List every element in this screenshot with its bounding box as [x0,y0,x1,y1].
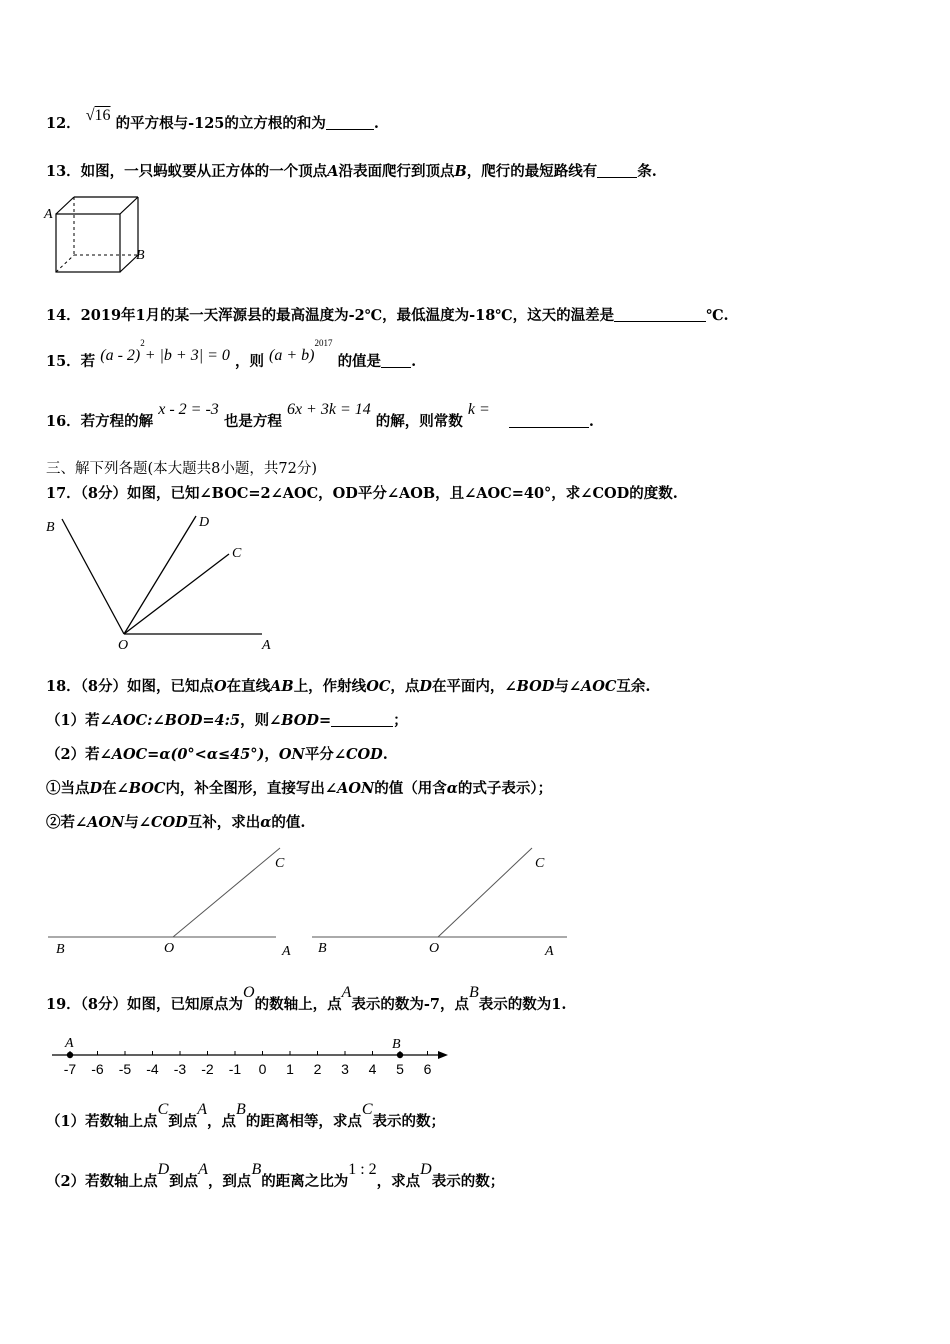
cube-figure [44,194,154,276]
sqrt-expression: √16 [85,107,111,124]
question-15: 15．若 (a - 2)$^2$+ |b + 3| = 0 ，则 $(a + b)^{2017}$ 的值是 . [46,338,417,370]
tick-label: 0 [258,1061,267,1077]
fig18r-label-c: C [535,856,545,871]
tick-label: -6 [91,1061,104,1077]
answer-blank [331,712,393,727]
question-19-part-1: （1）若数轴上点C到点A，点B的距离相等，求点C表示的数； [46,1101,445,1130]
answer-blank [509,413,589,428]
tick-label: -1 [228,1061,242,1077]
question-18: 18．（8分）如图，已知点O在直线AB上，作射线OC，点D在平面内，∠BOD与∠AOC互余. [46,678,651,695]
question-18-case-1: ①当点D在∠BOC内，补全图形，直接写出∠AON的值（用含α的式子表示）； [46,780,553,797]
fig18l-label-o: O [164,941,175,956]
question-13: 13．如图，一只蚂蚁要从正方体的一个顶点A沿表面爬行到顶点B，爬行的最短路线有 条. [46,163,657,180]
answer-blank [614,307,706,322]
angle-figure-18-left [48,845,308,960]
tick-label: 2 [313,1061,322,1077]
fig18l-label-a: A [282,944,291,959]
answer-blank [381,353,411,368]
cube-label-b: B [136,248,145,263]
fig18r-label-a: A [545,944,554,959]
numberline-label-a: A [65,1036,74,1051]
tick-label: -2 [201,1061,214,1077]
angle-figure-18-right [312,845,582,960]
section-title: 三、解下列各题(本大题共8小题，共72分) [46,461,317,477]
tick-label: 1 [286,1061,294,1077]
tick-label: 3 [341,1061,349,1077]
answer-blank [326,115,374,130]
fig17-label-a: A [262,638,271,653]
fig18l-label-b: B [56,942,65,957]
question-18-case-2: ②若∠AON与∠COD互补，求出α的值. [46,814,306,831]
fig17-label-d: D [199,515,210,530]
numberline-label-b: B [392,1037,401,1052]
point-a-dot [67,1052,73,1058]
question-18-part-2: （2）若∠AOC=α(0°<α≤45°)，ON平分∠COD. [46,746,388,763]
tick-label: 4 [368,1061,377,1077]
question-17: 17．（8分）如图，已知∠BOC=2∠AOC，OD平分∠AOB，且∠AOC=40°，求∠COD的度数. [46,485,678,502]
question-19-part-2: （2）若数轴上点D到点A，到点B的距离之比为1 : 2，求点D表示的数； [46,1161,505,1190]
cube-label-a: A [44,207,53,222]
point-b-dot [397,1052,403,1058]
answer-blank [597,163,637,178]
question-18-part-1: （1）若∠AOC:∠BOD=4:5，则∠BOD= ； [46,712,408,729]
tick-label: -3 [173,1061,187,1077]
tick-label: 6 [423,1061,432,1077]
fig17-label-b: B [46,520,55,535]
fig17-label-c: C [232,546,242,561]
fig18r-label-b: B [318,941,327,956]
tick-label: -7 [63,1061,77,1077]
tick-label: -4 [146,1061,159,1077]
fig18l-label-c: C [275,856,285,871]
angle-figure-17 [44,512,284,657]
question-16: 16．若方程的解 x - 2 = -3 也是方程 6x + 3k = 14 的解，则常数 k = . [46,401,594,430]
tick-label: 5 [396,1061,404,1077]
number-line [48,1035,458,1080]
tick-label: -5 [118,1061,132,1077]
question-19: 19．（8分）如图，已知原点为O的数轴上，点A表示的数为-7，点B表示的数为1. [46,984,567,1013]
question-14: 14．2019年1月的某一天浑源县的最高温度为-2℃，最低温度为-18℃，这天的温差是 ℃. [46,307,729,324]
question-12: 12． √16 的平方根与-125的立方根的和为 . [46,107,379,132]
fig18r-label-o: O [429,941,440,956]
fig17-label-o: O [118,638,129,653]
